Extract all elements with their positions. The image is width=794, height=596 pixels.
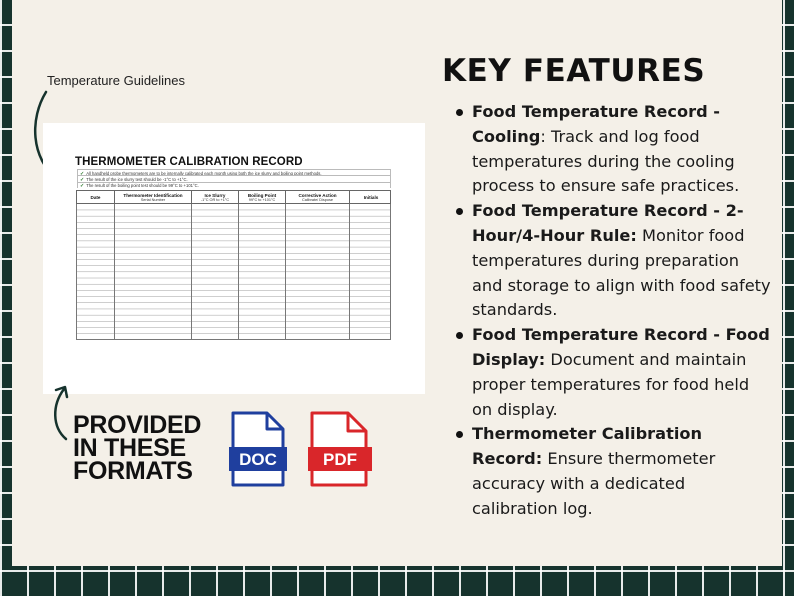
sheet-title: THERMOMETER CALIBRATION RECORD: [75, 156, 303, 168]
curved-arrow-up-icon: [46, 383, 76, 443]
check-icon: ✓: [80, 183, 85, 189]
pdf-label: PDF: [323, 450, 357, 469]
column-header: Ice Slurry -1°C OR to +1°C: [192, 191, 239, 205]
column-header: Boiling Point 99°C to +101°C: [239, 191, 286, 205]
table-header: [76, 190, 391, 204]
calibration-log-table: [76, 190, 391, 340]
table-body: [76, 204, 391, 340]
preview-caption: Temperature Guidelines: [47, 73, 186, 88]
column-header: Thermometer Identification Serial Number: [115, 191, 192, 205]
formats-title: PROVIDED IN THESE FORMATS: [73, 411, 202, 485]
feature-item: Food Temperature Record - 2-Hour/4-Hour Rule: Monitor food temperatures during preparation and storage to align with food safety standards.: [452, 199, 772, 323]
feature-item: Food Temperature Record - Cooling: Track and log food temperatures during the cooling process to ensure safe practices.: [452, 100, 772, 199]
doc-file-icon: [229, 411, 287, 487]
check-icon: ✓: [80, 170, 85, 176]
pdf-file-icon: [308, 411, 372, 487]
instruction-item: ✓ All handheld probe thermometers are to be internally calibrated each month using both the ice slurry and boiling point methods.: [77, 169, 391, 175]
feature-list: [452, 100, 772, 522]
instruction-item: ✓ The result of the boiling point test should be 99°C to +101°C.: [77, 182, 391, 188]
doc-label: DOC: [239, 450, 277, 469]
column-header: Initials: [363, 195, 379, 200]
key-features-heading: KEY FEATURES: [442, 53, 706, 89]
column-header: Date: [77, 191, 115, 205]
check-icon: ✓: [80, 176, 85, 182]
instruction-list: [77, 169, 391, 188]
document-preview: [43, 123, 425, 394]
instruction-item: ✓ The result of the ice slurry test should be -1°C to +1°C.: [77, 175, 391, 181]
feature-item: Thermometer Calibration Record: Ensure thermometer accuracy with a dedicated calibration log.: [452, 422, 772, 521]
feature-item: Food Temperature Record - Food Display: Document and maintain proper temperatures for food held on display.: [452, 323, 772, 422]
column-header: Corrective Action Calibrate/ Dispose: [286, 191, 350, 205]
